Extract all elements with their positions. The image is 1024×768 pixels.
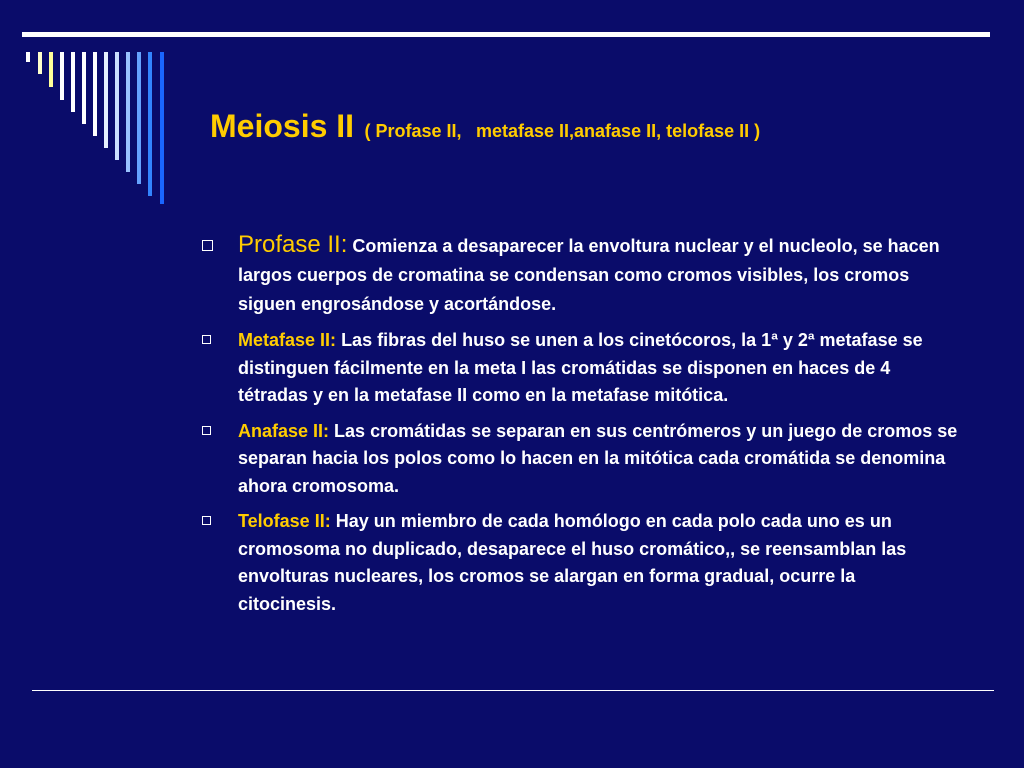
decor-bar: [160, 52, 164, 204]
decor-bar: [148, 52, 152, 196]
list-item: [198, 327, 958, 410]
item-text: Hay un miembro de cada homólogo en cada polo cada uno es un cromosoma no duplicado, desaparece el huso cromático,, se reensamblan las envolturas nucleares, los cromos se alargan en forma gradual, ocurre la citocinesis.: [238, 511, 907, 614]
item-text: Las fibras del huso se unen a los cinetócoros, la 1ª y 2ª metafase se distinguen fácilmente en la meta I las cromátidas se disponen en haces de 4 tétradas y en la metafase II como en la metafase mitótica.: [238, 330, 923, 405]
decor-bar: [93, 52, 97, 136]
item-label: Metafase II:: [238, 330, 337, 350]
top-rule: [22, 32, 990, 37]
item-label: Profase II:: [238, 231, 348, 258]
hollow-square-bullet-icon: [202, 335, 211, 344]
title-subtitle-2: metafase II,anafase II, telofase II ): [475, 121, 761, 141]
item-label: Telofase II:: [238, 511, 331, 531]
bullet-list: [198, 230, 958, 626]
hollow-square-bullet-icon: [202, 516, 211, 525]
decor-bar: [126, 52, 130, 172]
item-text: Comienza a desaparecer la envoltura nuclear y el nucleolo, se hacen largos cuerpos de cromatina se condensan como cromos visibles, los cromos siguen engrosándose y acortándose.: [238, 236, 940, 314]
decor-bar: [60, 52, 64, 100]
hollow-square-bullet-icon: [202, 240, 213, 251]
slide-title: [210, 108, 760, 145]
decor-bar: [115, 52, 119, 160]
decor-bar: [82, 52, 86, 124]
item-text: Las cromátidas se separan en sus centrómeros y un juego de cromos se separan hacia los polos como lo hacen en la mitótica cada cromátida se denomina ahora cromosoma.: [238, 420, 958, 496]
decor-bar: [26, 52, 30, 62]
bottom-rule: [32, 690, 994, 691]
title-subtitle-1: ( Profase II,: [364, 121, 462, 141]
hollow-square-bullet-icon: [202, 426, 211, 435]
decor-bar: [137, 52, 141, 184]
decor-bar: [71, 52, 75, 112]
title-main: Meiosis II: [210, 108, 355, 144]
item-label: Anafase II:: [238, 420, 330, 441]
list-item: [198, 230, 958, 319]
decor-bar: [38, 52, 42, 74]
decor-bar: [104, 52, 108, 148]
decor-bar: [49, 52, 53, 87]
list-item: [198, 418, 958, 501]
list-item: [198, 508, 958, 618]
